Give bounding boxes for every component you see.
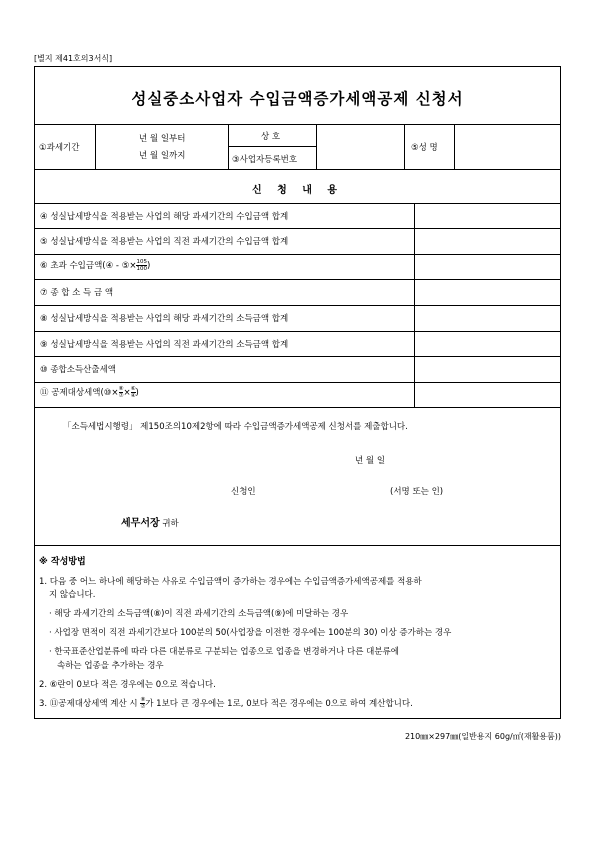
fraction-numerator: 105 (136, 259, 147, 265)
note-line: 속하는 업종을 추가하는 경우 (57, 661, 164, 671)
divider (35, 124, 560, 125)
divider (35, 203, 560, 204)
signature-label: (서명 또는 인) (390, 487, 444, 497)
divider (35, 279, 560, 280)
divider (228, 146, 316, 147)
paper-spec-footer: 210㎜×297㎜(일반용지 60g/㎡(재활용품)) (404, 732, 561, 741)
divider (35, 305, 560, 306)
divider (35, 356, 560, 357)
note-line: 1. 다음 중 어느 하나에 해당하는 사유로 수입금액이 증가하는 경우에는 수입금액증가세액공제를 적용하 (39, 577, 422, 587)
divider (316, 124, 317, 169)
note-line: · 사업장 면적이 직전 과세기간보다 100분의 50(사업장을 이전한 경우에는 100분의 30) 이상 증가하는 경우 (49, 628, 452, 638)
name-label: ⑤성 명 (411, 143, 438, 153)
divider (35, 545, 560, 546)
application-form (34, 66, 561, 719)
note-line: · 해당 과세기간의 소득금액(⑧)이 직전 과세기간의 소득금액(⑨)에 미달하는 경우 (49, 609, 349, 619)
row-label-text: ⑪ 공제대상세액(⑩× (40, 388, 119, 398)
divider (35, 254, 560, 255)
divider (35, 331, 560, 332)
note-line: 2. ⑥란이 0보다 적은 경우에는 0으로 적습니다. (39, 680, 216, 690)
form-number-label: [별지 제41호의3서식] (34, 54, 113, 63)
declaration-text: 「소득세법시행령」 제150조의10제2항에 따라 수입금액증가세액공제 신청서를 제출합니다. (63, 422, 408, 432)
period-to: 년 월 일까지 (139, 151, 186, 161)
fraction-denominator: 100 (136, 266, 147, 272)
row-label: ⑩ 종합소득산출세액 (40, 365, 117, 375)
divider (35, 228, 560, 229)
row-label: ④ 성실납세방식을 적용받는 사업의 해당 과세기간의 수입금액 합계 (40, 212, 289, 222)
fraction (136, 259, 147, 272)
fraction-numerator: ⑧ (140, 697, 146, 703)
note-text: 가 1보다 큰 경우에는 1로, 0보다 적은 경우에는 0으로 하여 계산합니다. (145, 699, 413, 709)
row-label: ⑦ 종 합 소 득 금 액 (40, 288, 114, 298)
divider (404, 124, 405, 169)
fraction-denominator: ④ (130, 393, 136, 399)
period-label: ①과세기간 (39, 143, 80, 153)
note-text: 3. ⑪공제대상세액 계산 시 (39, 699, 138, 709)
divider (35, 382, 560, 383)
row-label-text: ) (135, 388, 139, 398)
recipient-name: 세무서장 (121, 518, 160, 529)
divider (454, 124, 455, 169)
notes-title: ※ 작성방법 (39, 557, 86, 567)
fraction-numerator: ⑧ (118, 386, 124, 392)
business-number-label: ③사업자등록번호 (232, 155, 298, 165)
form-title: 성실중소사업자 수입금액증가세액공제 신청서 (131, 89, 464, 108)
fraction-numerator: ⑥ (130, 386, 136, 392)
note-line: · 한국표준산업분류에 따라 다른 대분류로 구분되는 업종으로 업종을 변경하거나 다른 대분류에 (49, 647, 399, 657)
trade-name-label: 상 호 (261, 132, 281, 142)
row-label-text: × (123, 388, 131, 398)
row-label (40, 386, 139, 399)
row-label: ⑨ 성실납세방식을 적용받는 사업의 직전 과세기간의 소득금액 합계 (40, 340, 289, 350)
fraction-denominator: ⑦ (118, 393, 124, 399)
row-label-text: ⑥ 초과 수입금액(④ - ⑤× (40, 261, 137, 271)
note-line: 지 않습니다. (49, 590, 96, 600)
row-label: ⑤ 성실납세방식을 적용받는 사업의 직전 과세기간의 수입금액 합계 (40, 237, 289, 247)
recipient-suffix: 귀하 (162, 519, 179, 529)
section-title: 신 청 내 용 (251, 185, 344, 196)
divider (95, 124, 96, 169)
row-label-text: ) (146, 261, 151, 271)
note-line (39, 697, 413, 710)
row-label (40, 259, 150, 272)
row-label: ⑧ 성실납세방식을 적용받는 사업의 해당 과세기간의 소득금액 합계 (40, 314, 289, 324)
recipient (121, 514, 179, 529)
date-line: 년 월 일 (355, 456, 386, 466)
period-from: 년 월 일부터 (139, 134, 186, 144)
fraction-denominator: ⑦ (140, 704, 146, 710)
divider (35, 169, 560, 170)
applicant-label: 신청인 (231, 487, 256, 497)
divider (35, 407, 560, 408)
divider (414, 203, 415, 407)
